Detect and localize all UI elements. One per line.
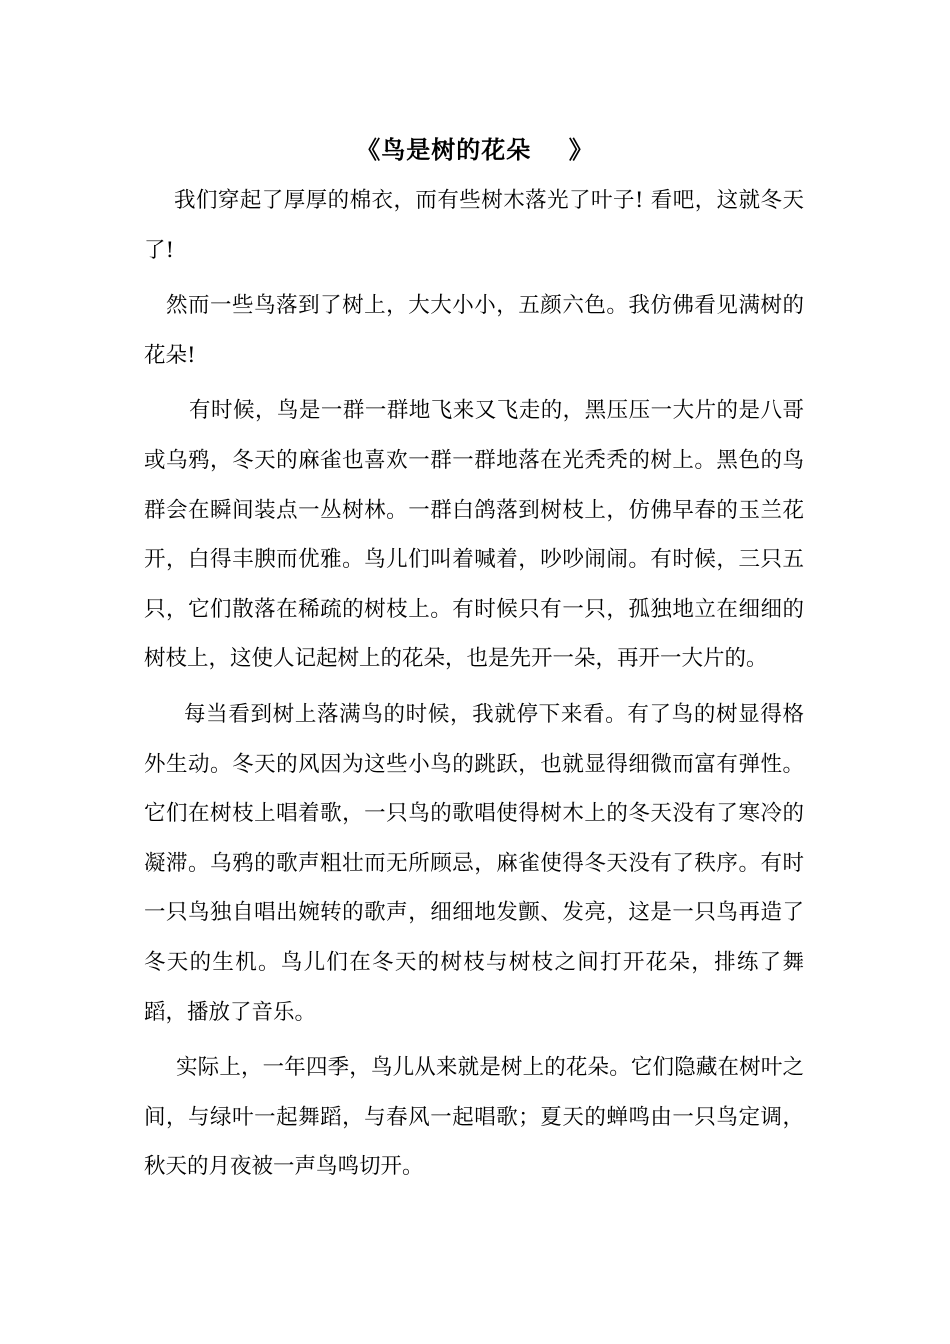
paragraph-1: 我们穿起了厚厚的棉衣，而有些树木落光了叶子! 看吧，这就冬天了! (144, 188, 804, 263)
document-title: 《鸟是树的花朵 》 (356, 135, 594, 164)
document-body (144, 176, 804, 1198)
paragraph-2: 然而一些鸟落到了树上，大大小小，五颜六色。我仿佛看见满树的花朵! (144, 293, 804, 368)
paragraph-5: 实际上，一年四季，鸟儿从来就是树上的花朵。它们隐藏在树叶之间，与绿叶一起舞蹈，与春风一起唱歌；夏天的蝉鸣由一只鸟定调，秋天的月夜被一声鸟鸣切开。 (144, 1055, 804, 1180)
paragraph-3: 有时候，鸟是一群一群地飞来又飞走的，黑压压一大片的是八哥或乌鸦，冬天的麻雀也喜欢一群一群地落在光秃秃的树上。黑色的鸟群会在瞬间装点一丛树林。一群白鸽落到树枝上，仿佛早春的玉兰花开，白得丰腴而优雅。鸟儿们叫着喊着，吵吵闹闹。有时候，三只五只，它们散落在稀疏的树枝上。有时候只有一只，孤独地立在细细的树枝上，这使人记起树上的花朵，也是先开一朵，再开一大片的。 (144, 398, 804, 672)
paragraph-4: 每当看到树上落满鸟的时候，我就停下来看。有了鸟的树显得格外生动。冬天的风因为这些小鸟的跳跃，也就显得细微而富有弹性。它们在树枝上唱着歌，一只鸟的歌唱使得树木上的冬天没有了寒冷的凝滞。乌鸦的歌声粗壮而无所顾忌，麻雀使得冬天没有了秩序。有时一只鸟独自唱出婉转的歌声，细细地发颤、发亮，这是一只鸟再造了冬天的生机。鸟儿们在冬天的树枝与树枝之间打开花朵，排练了舞蹈，播放了音乐。 (144, 701, 804, 1025)
